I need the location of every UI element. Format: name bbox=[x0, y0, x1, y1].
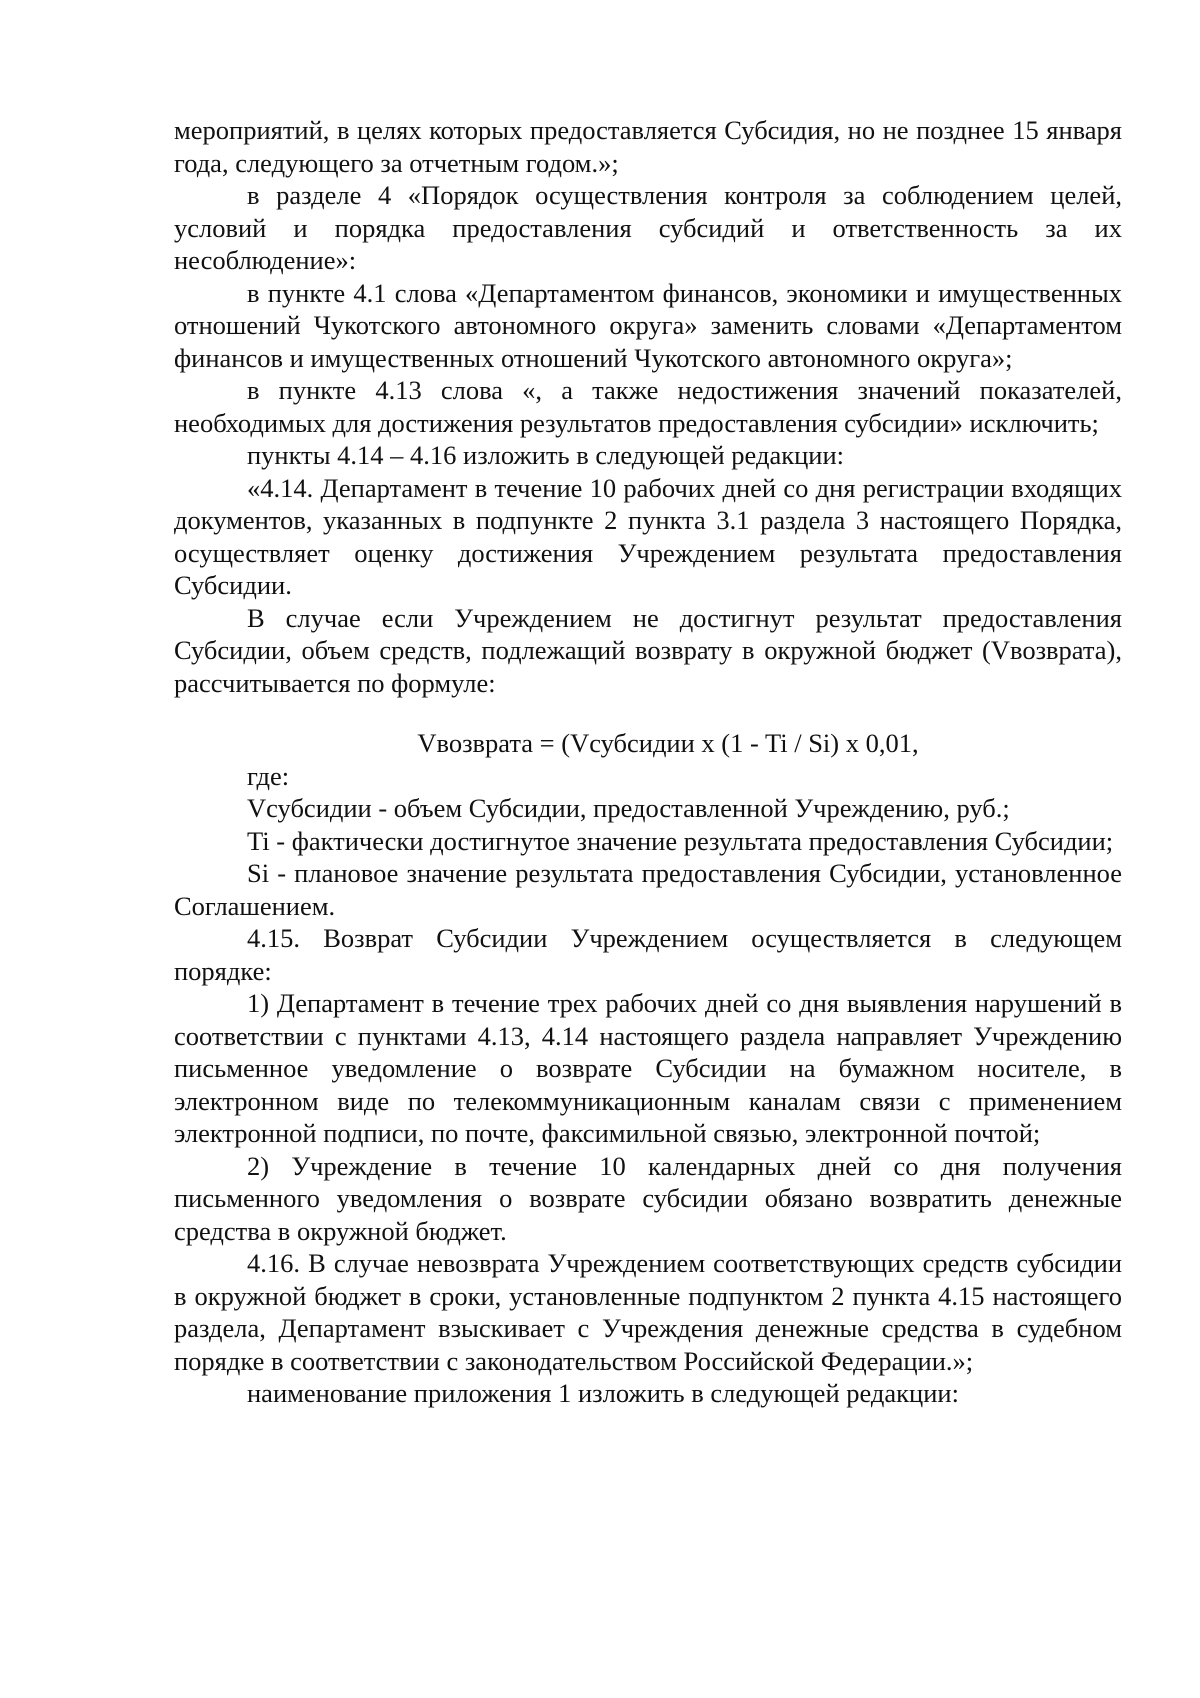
paragraph-continuation: мероприятий, в целях которых предоставляется Субсидия, но не позднее 15 января года, следующего за отчетным годом.»; bbox=[174, 115, 1122, 178]
paragraph-si: Si - плановое значение результата предоставления Субсидии, установленное Соглашением. bbox=[174, 858, 1122, 921]
paragraph-where: где: bbox=[247, 760, 290, 791]
paragraph-4-15-2: 2) Учреждение в течение 10 календарных дней со дня получения письменного уведомления о возврате субсидии обязано возвратить денежные средства в окружной бюджет. bbox=[174, 1150, 1122, 1246]
formula: Vвозврата = (Vсубсидии x (1 - Ti / Si) x 0,01, bbox=[417, 728, 919, 758]
paragraph-4-15: 4.15. Возврат Субсидии Учреждением осуществляется в следующем порядке: bbox=[174, 923, 1122, 986]
paragraph-section-4: в разделе 4 «Порядок осуществления контроля за соблюдением целей, условий и порядка предоставления субсидий и ответственность за их несоблюдение»: bbox=[174, 180, 1122, 275]
paragraph-point-4-1: в пункте 4.1 слова «Департаментом финансов, экономики и имущественных отношений Чукотского автономного округа» заменить словами «Департаментом финансов и имущественных отношений Чукотского автономного округа»; bbox=[174, 277, 1122, 373]
paragraph-ti: Ti - фактически достигнутое значение результата предоставления Субсидии; bbox=[247, 825, 1114, 856]
document-body bbox=[174, 114, 1122, 1410]
paragraph-appendix-1: наименование приложения 1 изложить в следующей редакции: bbox=[247, 1378, 959, 1408]
paragraph-4-14: «4.14. Департамент в течение 10 рабочих дней со дня регистрации входящих документов, указанных в подпункте 2 пункта 3.1 раздела 3 настоящего Порядка, осуществляет оценку достижения Учреждением результата предоставления Субсидии. bbox=[174, 472, 1122, 600]
paragraph-4-15-1: 1) Департамент в течение трех рабочих дней со дня выявления нарушений в соответствии с пунктами 4.13, 4.14 настоящего раздела направляет Учреждению письменное уведомление о возврате Субсидии на бумажном носителе, в электронном виде по телекоммуникационным каналам связи с применением электронной подписи, по почте, факсимильной связью, электронной почтой; bbox=[174, 988, 1122, 1148]
paragraph-4-16: 4.16. В случае невозврата Учреждением соответствующих средств субсидии в окружной бюджет в сроки, установленные подпунктом 2 пункта 4.15 настоящего раздела, Департамент взыскивает с Учреждения денежные средства в судебном порядке в соответствии с законодательством Российской Федерации.»; bbox=[174, 1248, 1122, 1376]
paragraph-points-4-14-4-16: пункты 4.14 – 4.16 изложить в следующей редакции: bbox=[247, 440, 845, 470]
paragraph-point-4-13: в пункте 4.13 слова «, а также недостижения значений показателей, необходимых для достижения результатов предоставления субсидии» исключить; bbox=[174, 375, 1122, 438]
paragraph-v-subsidy: Vсубсидии - объем Субсидии, предоставленной Учреждению, руб.; bbox=[247, 793, 1010, 823]
paragraph-formula-intro: В случае если Учреждением не достигнут результат предоставления Субсидии, объем средств, подлежащий возврату в окружной бюджет (Vвозврата), рассчитывается по формуле: bbox=[174, 602, 1122, 698]
